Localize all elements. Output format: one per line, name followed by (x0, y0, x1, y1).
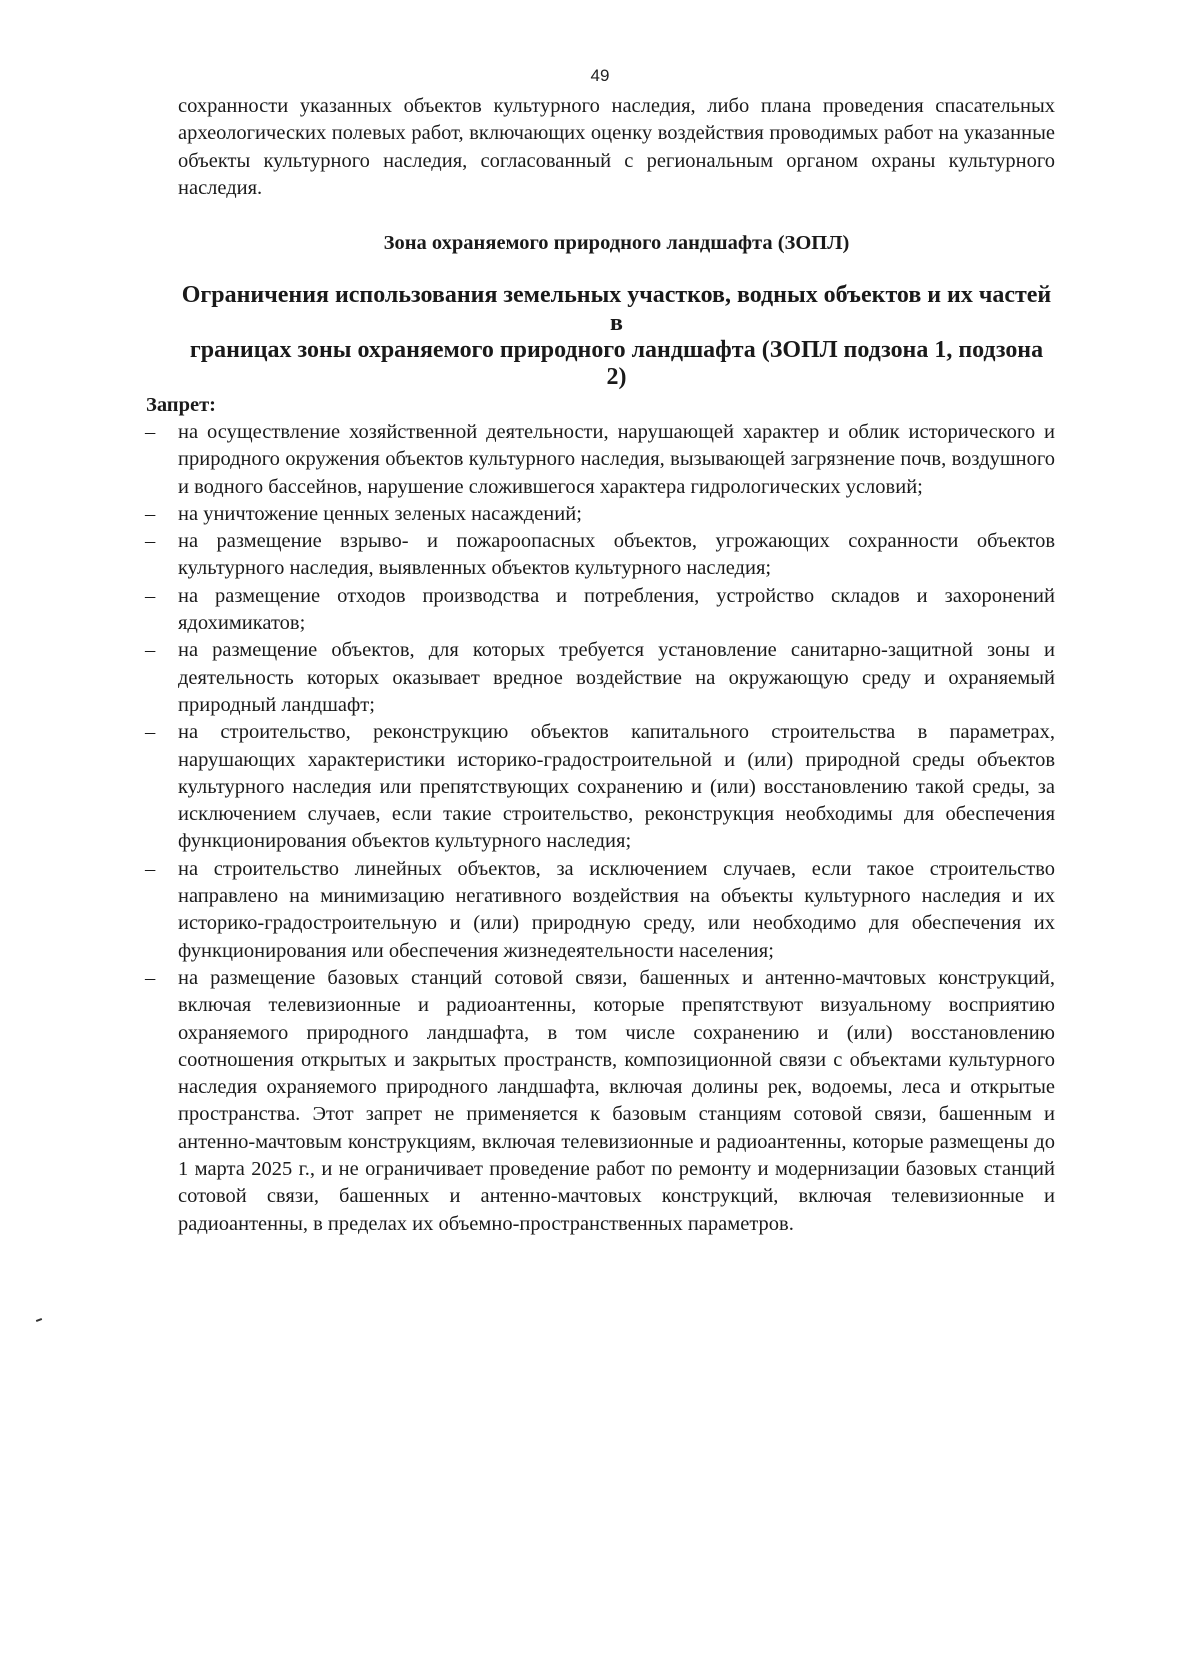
bullet-dash: – (145, 530, 156, 553)
ban-item-text: на размещение базовых станций сотовой связи, башенных и антенно-мачтовых конструкций, включая телевизионные и радиоантенны, которые препятствуют визуальному восприятию охраняемого природного ландшафта, в том числе сохранению и (или) восстановлению соотношения открытых и закрытых пространств, композиционной связи с объектами культурного наследия охраняемого природного ландшафта, включая долины рек, водоемы, леса и открытые пространства. Этот запрет не применяется к базовым станциям сотовой связи, башенным и антенно-мачтовым конструкциям, включая телевизионные и радиоантенны, которые размещены до 1 марта 2025 г., и не ограничивает проведение работ по ремонту и модернизации базовых станций сотовой связи, башенных и антенно-мачтовых конструкций, включая телевизионные и радиоантенны, в пределах их объемно-пространственных параметров. (178, 966, 1055, 1235)
scan-speck (36, 1318, 42, 1322)
ban-item (145, 583, 1055, 638)
ban-item-text: на уничтожение ценных зеленых насаждений; (178, 502, 582, 525)
bullet-dash: – (145, 721, 156, 744)
ban-item (145, 965, 1055, 1238)
intro-paragraph: сохранности указанных объектов культурного наследия, либо плана проведения спасательных археологических полевых работ, включающих оценку воздействия проводимых работ на указанные объекты культурного наследия, согласованный с региональным органом охраны культурного наследия. (178, 95, 1055, 199)
bullet-dash: – (145, 857, 156, 880)
ban-item (145, 637, 1055, 719)
restrictions-title (178, 282, 1055, 391)
ban-item-text: на размещение взрыво- и пожароопасных объектов, угрожающих сохранности объектов культурного наследия, выявленных объектов культурного наследия; (178, 530, 1055, 580)
bullet-dash: – (145, 502, 156, 525)
ban-item (145, 419, 1055, 501)
ban-item-text: на осуществление хозяйственной деятельности, нарушающей характер и облик исторического и природного окружения объектов культурного наследия, вызывающей загрязнение почв, воздушного и водного бассейнов, нарушение сложившегося характера гидрологических условий; (178, 420, 1055, 498)
bullet-dash: – (145, 584, 156, 607)
ban-item-text: на строительство, реконструкцию объектов капитального строительства в параметрах, нарушающих характеристики историко-градостроительной и (или) природной среды объектов культурного наследия или препятствующих сохранению и (или) восстановлению такой среды, за исключением случаев, если такие строительство, реконструкция необходимы для обеспечения функционирования объектов культурного наследия; (178, 721, 1055, 853)
zone-title: Зона охраняемого природного ландшафта (ЗОПЛ) (383, 232, 850, 255)
bullet-dash: – (145, 639, 156, 662)
ban-item-text: на размещение объектов, для которых требуется установление санитарно-защитной зоны и деятельность которых оказывает вредное воздействие на окружающую среду и охраняемый природный ландшафт; (178, 639, 1055, 716)
page-number: 49 (590, 66, 610, 85)
ban-item-text: на размещение отходов производства и потребления, устройство складов и захоронений ядохимикатов; (178, 584, 1055, 635)
ban-label: Запрет: (146, 393, 217, 416)
bullet-dash: – (145, 966, 156, 989)
ban-item-text: на строительство линейных объектов, за исключением случаев, если такое строительство направлено на минимизацию негативного воздействия на объекты культурного наследия и их историко-градостроительную и (или) природную среду, или необходимо для обеспечения их функционирования или обеспечения жизнедеятельности населения; (178, 857, 1055, 962)
ban-item (145, 719, 1055, 855)
restrictions-title-line1: Ограничения использования земельных участков, водных объектов и их частей в (181, 282, 1052, 336)
ban-item (145, 501, 1055, 528)
document-body (145, 93, 1055, 1238)
bullet-dash: – (145, 420, 156, 443)
restrictions-title-line2: границах зоны охраняемого природного ландшафта (ЗОПЛ подзона 1, подзона 2) (189, 337, 1044, 391)
ban-item (145, 528, 1055, 583)
ban-list (145, 419, 1055, 1238)
ban-item (145, 856, 1055, 965)
